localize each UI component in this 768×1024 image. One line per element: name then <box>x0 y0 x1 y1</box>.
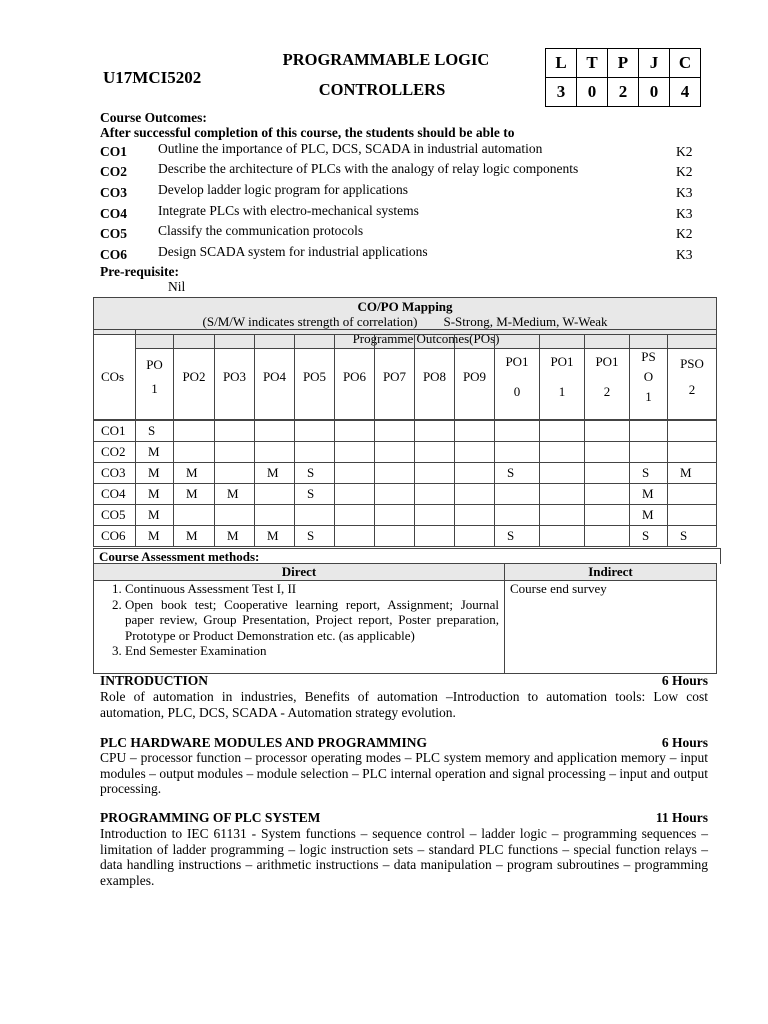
mapping-cell <box>585 484 630 505</box>
ltpjc-values-row <box>546 78 701 107</box>
mapping-cell: S <box>630 463 668 484</box>
mapping-cell <box>415 505 455 526</box>
mapping-cell: S <box>136 421 174 442</box>
course-title-line1: PROGRAMMABLE LOGIC <box>282 50 490 69</box>
mapping-cell: S <box>295 463 335 484</box>
unit-heading <box>100 810 708 826</box>
outcome-level: K3 <box>676 247 693 262</box>
mapping-subtitle-right: S-Strong, M-Medium, W-Weak <box>443 314 608 329</box>
po-column-header <box>136 335 174 420</box>
mapping-column-headers <box>93 334 717 420</box>
mapping-cell <box>335 505 375 526</box>
mapping-cell <box>375 421 415 442</box>
unit-title: PLC HARDWARE MODULES AND PROGRAMMING <box>100 735 427 750</box>
mapping-cell <box>668 484 717 505</box>
mapping-cell: M <box>136 442 174 463</box>
mapping-cell <box>455 421 495 442</box>
mapping-cell: M <box>215 484 255 505</box>
outcome-code: CO2 <box>100 164 127 179</box>
mapping-cell <box>455 484 495 505</box>
mapping-cell <box>585 505 630 526</box>
mapping-cell: M <box>174 463 215 484</box>
course-title-line2: CONTROLLERS <box>318 80 446 99</box>
mapping-cell <box>255 421 295 442</box>
outcome-row <box>100 203 720 223</box>
mapping-cell <box>455 526 495 547</box>
mapping-cell <box>375 484 415 505</box>
mapping-cell: M <box>136 463 174 484</box>
mapping-cell <box>255 505 295 526</box>
cos-column-label: COs <box>94 335 136 420</box>
outcome-level: K2 <box>676 164 693 179</box>
outcome-row <box>100 141 720 161</box>
ltpjc-label: T <box>577 49 608 78</box>
mapping-cell <box>215 463 255 484</box>
mapping-title: CO/PO Mapping <box>357 299 453 314</box>
mapping-row <box>94 526 717 547</box>
mapping-cell: M <box>136 505 174 526</box>
course-code: U17MCI5202 <box>103 68 202 87</box>
mapping-cell: S <box>630 526 668 547</box>
mapping-co-label: CO6 <box>94 526 136 547</box>
mapping-cell <box>335 526 375 547</box>
mapping-cell <box>668 421 717 442</box>
mapping-cell <box>668 442 717 463</box>
mapping-cell <box>335 421 375 442</box>
pso-column-label: PS O 1 <box>641 349 656 404</box>
outcome-code: CO5 <box>100 226 127 241</box>
ltpjc-label: P <box>608 49 639 78</box>
mapping-cell <box>335 484 375 505</box>
prerequisite-label: Pre-requisite: <box>100 264 179 279</box>
mapping-cell <box>415 526 455 547</box>
mapping-cell: M <box>174 526 215 547</box>
indirect-header: Indirect <box>505 564 717 581</box>
mapping-cell: M <box>630 484 668 505</box>
mapping-cell <box>415 484 455 505</box>
mapping-cell <box>630 421 668 442</box>
po-column-label: PO4 <box>255 335 295 420</box>
unit-hours: 11 Hours <box>655 810 708 825</box>
mapping-cell <box>585 442 630 463</box>
mapping-cell <box>375 526 415 547</box>
mapping-cell <box>495 484 540 505</box>
mapping-title-cell <box>94 298 717 330</box>
ltpjc-label: C <box>670 49 701 78</box>
po-column-header <box>495 335 540 420</box>
ltpjc-value: 0 <box>577 78 608 107</box>
ltpjc-labels-row <box>546 49 701 78</box>
unit-hours: 6 Hours <box>661 735 708 750</box>
outcome-level: K2 <box>676 144 693 159</box>
mapping-cell <box>540 484 585 505</box>
outcome-level: K3 <box>676 185 693 200</box>
mapping-row <box>94 484 717 505</box>
mapping-cell: S <box>668 526 717 547</box>
mapping-cell <box>540 421 585 442</box>
outcome-text: Describe the architecture of PLCs with the analogy of relay logic components <box>158 161 579 176</box>
po-column-label: PO 1 <box>146 357 163 396</box>
outcome-row <box>100 161 720 181</box>
mapping-cell <box>540 463 585 484</box>
po-column-label: PO5 <box>295 335 335 420</box>
ltpjc-value: 3 <box>546 78 577 107</box>
direct-methods-cell <box>94 581 505 674</box>
unit-title: PROGRAMMING OF PLC SYSTEM <box>100 810 321 825</box>
outcome-level: K3 <box>676 206 693 221</box>
po-column-label: PO9 <box>455 335 495 420</box>
ltpjc-value: 0 <box>639 78 670 107</box>
pso-column-header <box>630 335 668 420</box>
outcome-text: Integrate PLCs with electro-mechanical systems <box>158 203 419 218</box>
mapping-cell <box>174 442 215 463</box>
mapping-cell <box>630 442 668 463</box>
outcome-row <box>100 182 720 202</box>
outcome-code: CO4 <box>100 206 127 221</box>
assessment-table <box>93 563 717 674</box>
mapping-cell <box>585 421 630 442</box>
mapping-cell: M <box>136 484 174 505</box>
prerequisite-value: Nil <box>168 279 186 294</box>
unit-description: Introduction to IEC 61131 - System functions – sequence control – ladder logic – programming sequences – limitation of ladder programming – logic instruction sets – standard PLC functions – special function relays – data handling instructions – arithmetic instructions – data manipulation – program subroutines – programming examples. <box>100 826 708 888</box>
mapping-cell <box>375 442 415 463</box>
mapping-cell <box>415 421 455 442</box>
po-column-label: PO6 <box>335 335 375 420</box>
mapping-cell <box>255 442 295 463</box>
mapping-cell <box>540 505 585 526</box>
mapping-cell <box>540 442 585 463</box>
course-outcomes-intro: After successful completion of this course, the students should be able to <box>100 125 515 140</box>
mapping-cell <box>335 442 375 463</box>
ltpjc-label: J <box>639 49 670 78</box>
mapping-cell: S <box>495 463 540 484</box>
course-outcomes-heading: Course Outcomes: <box>100 110 207 125</box>
programme-outcomes-header: Programme Outcomes(POs) <box>136 330 717 349</box>
mapping-cell <box>540 526 585 547</box>
indirect-methods-cell <box>505 581 717 674</box>
mapping-cell <box>375 505 415 526</box>
outcome-text: Classify the communication protocols <box>158 223 364 238</box>
unit-heading <box>100 735 708 751</box>
mapping-cell <box>455 505 495 526</box>
po-column-header <box>585 335 630 420</box>
mapping-cell <box>585 463 630 484</box>
unit-description: Role of automation in industries, Benefits of automation –Introduction to automation tools: Low cost automation, PLC, DCS, SCADA - Automation strategy evolution. <box>100 689 708 720</box>
outcome-text: Develop ladder logic program for applications <box>158 182 409 197</box>
mapping-cell <box>215 442 255 463</box>
mapping-cell <box>215 421 255 442</box>
mapping-cell <box>415 442 455 463</box>
ltpjc-label: L <box>546 49 577 78</box>
mapping-cell: S <box>295 484 335 505</box>
direct-method-item: 1. Continuous Assessment Test I, II <box>125 581 499 597</box>
ltpjc-table <box>545 48 701 107</box>
mapping-cell: M <box>215 526 255 547</box>
mapping-row <box>94 421 717 442</box>
unit-description: CPU – processor function – processor operating modes – PLC system memory and application memory – input modules – output modules – module selection – PLC internal operation and signal processing – input and output processing. <box>100 750 708 796</box>
indirect-method-item: Course end survey <box>510 581 607 596</box>
mapping-body <box>93 420 717 547</box>
mapping-cell <box>495 421 540 442</box>
mapping-co-label: CO3 <box>94 463 136 484</box>
outcome-row <box>100 244 720 264</box>
outcome-text: Design SCADA system for industrial applications <box>158 244 428 259</box>
mapping-row <box>94 442 717 463</box>
po-column-label: PO2 <box>174 335 215 420</box>
mapping-cell: M <box>255 526 295 547</box>
mapping-cell <box>174 505 215 526</box>
mapping-cell <box>415 463 455 484</box>
po-column-label: PO8 <box>415 335 455 420</box>
direct-methods-list <box>99 581 499 659</box>
mapping-cell <box>255 484 295 505</box>
mapping-cell <box>335 463 375 484</box>
outcome-code: CO6 <box>100 247 127 262</box>
mapping-cell: M <box>255 463 295 484</box>
direct-header: Direct <box>94 564 505 581</box>
mapping-cell <box>295 505 335 526</box>
mapping-cell <box>295 421 335 442</box>
unit-hours: 6 Hours <box>661 673 708 688</box>
outcome-level: K2 <box>676 226 693 241</box>
po-column-header <box>540 335 585 420</box>
mapping-cell <box>375 463 415 484</box>
mapping-cell <box>215 505 255 526</box>
po-column-label: PO1 0 <box>505 354 529 399</box>
po-column-label: PO1 2 <box>595 354 619 399</box>
mapping-cell <box>585 526 630 547</box>
ltpjc-value: 4 <box>670 78 701 107</box>
ltpjc-value: 2 <box>608 78 639 107</box>
pso-column-label: PSO 2 <box>680 356 704 397</box>
mapping-row <box>94 463 717 484</box>
mapping-cell <box>455 442 495 463</box>
outcome-text: Outline the importance of PLC, DCS, SCADA in industrial automation <box>158 141 543 156</box>
mapping-cell <box>668 505 717 526</box>
unit-heading <box>100 673 708 689</box>
mapping-cell <box>295 442 335 463</box>
po-column-label: PO3 <box>215 335 255 420</box>
po-column-label: PO1 1 <box>550 354 574 399</box>
mapping-subtitle <box>94 314 716 329</box>
assessment-heading: Course Assessment methods: <box>93 548 721 564</box>
unit-title: INTRODUCTION <box>100 673 209 688</box>
mapping-cell: M <box>136 526 174 547</box>
pso-column-header <box>668 335 717 420</box>
mapping-cell: M <box>630 505 668 526</box>
mapping-row <box>94 505 717 526</box>
mapping-co-label: CO2 <box>94 442 136 463</box>
mapping-cell: S <box>495 526 540 547</box>
mapping-cell: M <box>174 484 215 505</box>
mapping-cell <box>455 463 495 484</box>
mapping-cell <box>495 505 540 526</box>
outcome-row <box>100 223 720 243</box>
po-column-label: PO7 <box>375 335 415 420</box>
direct-method-item: 2. Open book test; Cooperative learning report, Assignment; Journal paper review, Group Presentation, Project report, Poster preparation, Prototype or Product Demonstration etc. (as applicable) <box>125 597 499 644</box>
mapping-co-label: CO5 <box>94 505 136 526</box>
outcome-code: CO1 <box>100 144 127 159</box>
mapping-subtitle-left: (S/M/W indicates strength of correlation) <box>202 314 418 329</box>
direct-method-item: 3. End Semester Examination <box>125 643 499 659</box>
mapping-cell <box>495 442 540 463</box>
mapping-cell <box>174 421 215 442</box>
mapping-co-label: CO1 <box>94 421 136 442</box>
mapping-cell: S <box>295 526 335 547</box>
outcome-code: CO3 <box>100 185 127 200</box>
mapping-cell: M <box>668 463 717 484</box>
mapping-co-label: CO4 <box>94 484 136 505</box>
